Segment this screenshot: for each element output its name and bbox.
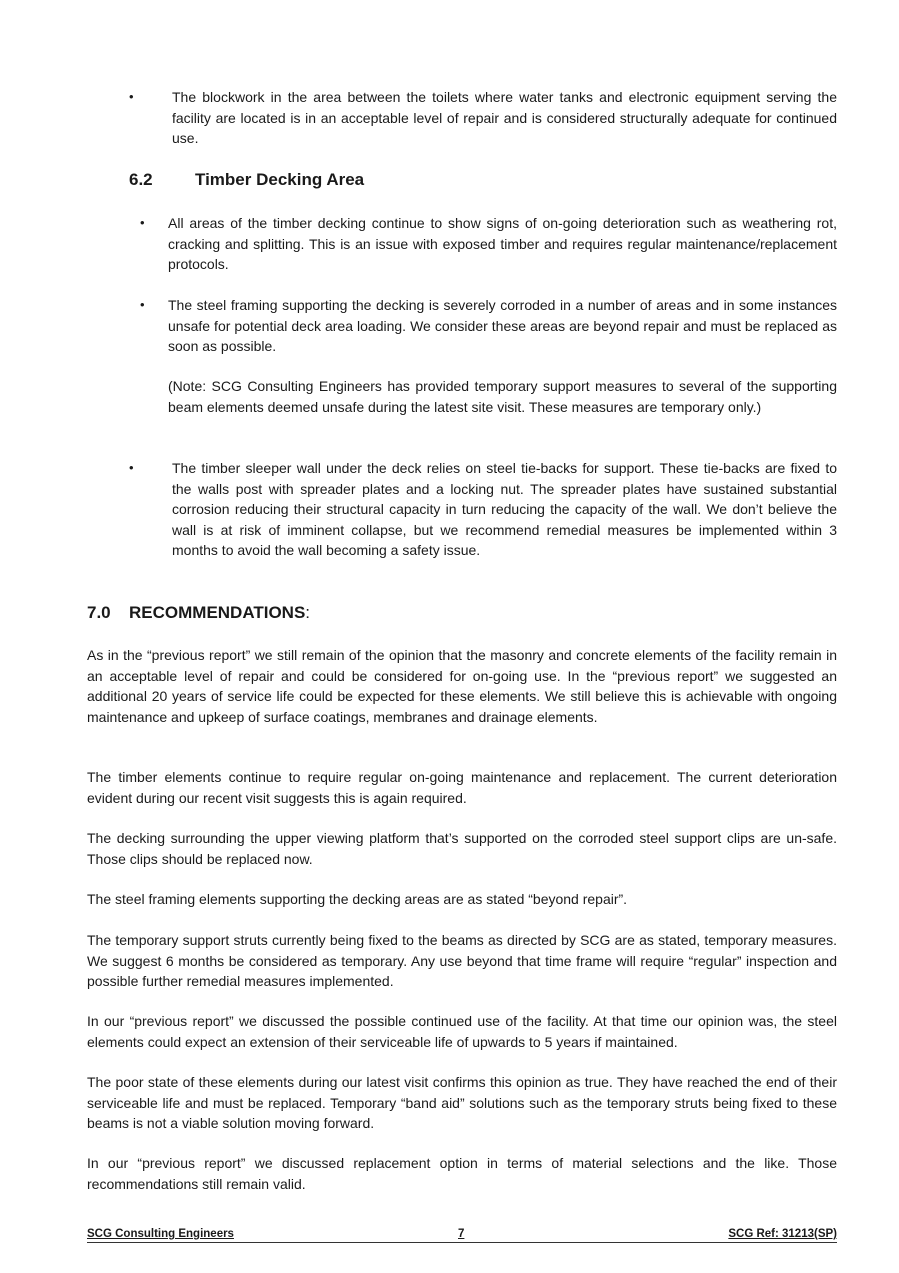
bullet-steel-framing: The steel framing supporting the decking is severely corroded in a number of areas and in some instances unsafe for potential deck area loading. We consider these areas are beyond repair and must be replaced as soon as possible.	[168, 297, 837, 354]
recommendation-paragraph: The decking surrounding the upper viewing platform that’s supported on the corroded steel support clips are un-safe. Those clips should be replaced now.	[87, 830, 837, 867]
recommendation-paragraph: In our “previous report” we discussed the possible continued use of the facility. At that time our opinion was, the steel elements could expect an extension of their serviceable life of upwards to 5 years if maintained.	[87, 1013, 837, 1050]
note-paragraph: (Note: SCG Consulting Engineers has provided temporary support measures to several of the supporting beam elements deemed unsafe during the latest site visit. These measures are temporary only.)	[168, 378, 837, 415]
section-title: Timber Decking Area	[195, 170, 365, 189]
section-title-colon: :	[305, 603, 311, 622]
footer-reference: SCG Ref: 31213(SP)	[728, 1228, 837, 1240]
bullet-marker: •	[140, 215, 145, 230]
bullet-blockwork: The blockwork in the area between the toilets where water tanks and electronic equipment serving the facility are located is in an acceptable level of repair and is considered structurally adequate for continued use.	[172, 89, 837, 146]
recommendation-paragraph: In our “previous report” we discussed replacement option in terms of material selections and the like. Those recommendations still remain valid.	[87, 1155, 837, 1192]
section-7-heading	[87, 601, 310, 625]
page-footer	[87, 1226, 837, 1243]
recommendation-paragraph: As in the “previous report” we still remain of the opinion that the masonry and concrete elements of the facility remain in an acceptable level of repair and could be considered for on-going use. In the “previous report” we suggested an additional 20 years of service life could be expected for these elements. We still believe this is achievable with ongoing maintenance and upkeep of surface coatings, membranes and drainage elements.	[87, 647, 837, 725]
bullet-timber-decking: All areas of the timber decking continue to show signs of on-going deterioration such as weathering rot, cracking and splitting. This is an issue with exposed timber and requires regular maintenance/replacement protocols.	[168, 215, 837, 272]
recommendation-paragraph: The poor state of these elements during our latest visit confirms this opinion as true. They have reached the end of their serviceable life and must be replaced. Temporary “band aid” solutions such as the temporary struts being fixed to these beams is not a viable solution moving forward.	[87, 1074, 837, 1131]
bullet-marker: •	[129, 460, 134, 475]
page-number: 7	[458, 1228, 465, 1240]
bullet-sleeper-wall: The timber sleeper wall under the deck relies on steel tie-backs for support. These tie-backs are fixed to the walls post with spreader plates and a locking nut. The spreader plates have sustained substantial corrosion reducing their structural capacity in turn reducing the capacity of the wall. We don’t believe the wall is at risk of imminent collapse, but we recommend remedial measures be implemented within 3 months to avoid the wall becoming a safety issue.	[172, 460, 837, 558]
bullet-marker: •	[129, 89, 134, 104]
footer-company: SCG Consulting Engineers	[87, 1228, 234, 1240]
section-title: RECOMMENDATIONS	[129, 603, 306, 622]
section-6-2-heading	[129, 168, 364, 192]
recommendation-paragraph: The timber elements continue to require regular on-going maintenance and replacement. The current deterioration evident during our recent visit suggests this is again required.	[87, 769, 837, 806]
recommendation-paragraph: The steel framing elements supporting the decking areas are as stated “beyond repair”.	[87, 891, 628, 907]
section-number: 7.0	[87, 603, 111, 622]
recommendation-paragraph: The temporary support struts currently being fixed to the beams as directed by SCG are as stated, temporary measures. We suggest 6 months be considered as temporary. Any use beyond that time frame will require “regular” inspection and possible further remedial measures implemented.	[87, 932, 837, 989]
section-number: 6.2	[129, 170, 153, 189]
bullet-marker: •	[140, 297, 145, 312]
